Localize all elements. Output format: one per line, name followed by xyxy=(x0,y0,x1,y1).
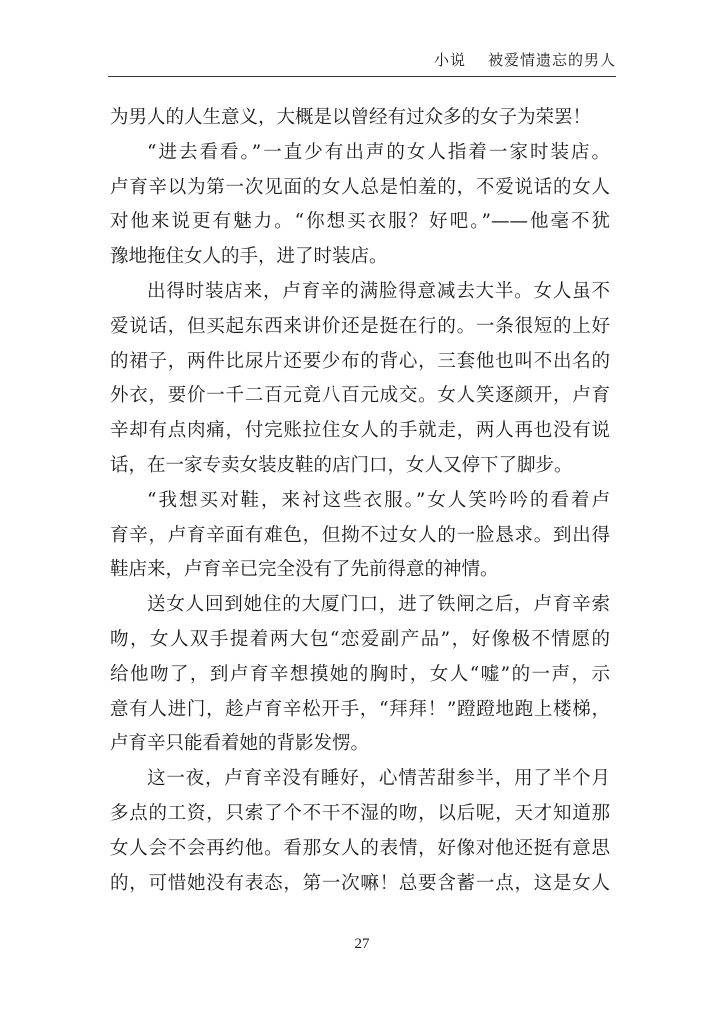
text-line: “进去看看。”一直少有出声的女人指着一家时装店。 xyxy=(147,141,610,163)
text-line: 辛却有点肉痛，付完账拉住女人的手就走，两人再也没有说 xyxy=(110,420,610,442)
body-text xyxy=(110,101,610,901)
text-line: 出得时装店来，卢育辛的满脸得意减去大半。女人虽不 xyxy=(147,280,610,302)
text-line: 女人会不会再约他。看那女人的表情，好像对他还挺有意思 xyxy=(110,837,610,859)
text-line: 的，可惜她没有表态，第一次嘛！总要含蓄一点，这是女人 xyxy=(110,872,610,894)
text-line: 多点的工资，只索了个不干不湿的吻，以后呢，天才知道那 xyxy=(110,802,610,824)
text-line: 给他吻了，到卢育辛想摸她的胸时，女人“嘘”的一声，示 xyxy=(110,663,610,685)
text-line: 卢育辛以为第一次见面的女人总是怕羞的，不爱说话的女人 xyxy=(110,176,610,198)
text-line: 爱说话，但买起东西来讲价还是挺在行的。一条很短的上好 xyxy=(110,315,610,337)
header-title: 被爱情遗忘的男人 xyxy=(487,51,616,69)
text-line: 送女人回到她住的大厦门口，进了铁闸之后，卢育辛索 xyxy=(147,594,610,616)
text-line: 卢育辛只能看着她的背影发愣。 xyxy=(110,733,370,755)
header-section: 小说 xyxy=(433,51,466,69)
text-line: 的裙子，两件比尿片还要少布的背心，三套他也叫不出名的 xyxy=(110,350,610,372)
text-line: 为男人的人生意义，大概是以曾经有过众多的女子为荣罢！ xyxy=(110,107,592,128)
text-line: 意有人进门，趁卢育辛松开手，“拜拜！”蹬蹬地跑上楼梯， xyxy=(110,698,610,720)
text-line: “我想买对鞋，来衬这些衣服。”女人笑吟吟的看着卢 xyxy=(147,489,610,511)
text-line: 这一夜，卢育辛没有睡好，心情苦甜参半，用了半个月 xyxy=(147,768,610,790)
text-line: 话，在一家专卖女装皮鞋的店门口，女人又停下了脚步。 xyxy=(110,454,573,476)
text-line: 对他来说更有魅力。“你想买衣服？好吧。”——他毫不犹 xyxy=(110,211,610,233)
text-line: 外衣，要价一千二百元竟八百元成交。女人笑逐颜开，卢育 xyxy=(110,385,610,407)
text-line: 豫地拖住女人的手，进了时装店。 xyxy=(110,246,388,268)
text-line: 吻，女人双手提着两大包“恋爱副产品”，好像极不情愿的 xyxy=(110,628,610,650)
running-header xyxy=(108,50,616,77)
text-line: 育辛，卢育辛面有难色，但拗不过女人的一脸恳求。到出得 xyxy=(110,524,610,546)
page-number: 27 xyxy=(354,936,370,952)
text-line: 鞋店来，卢育辛已完全没有了先前得意的神情。 xyxy=(110,559,499,581)
